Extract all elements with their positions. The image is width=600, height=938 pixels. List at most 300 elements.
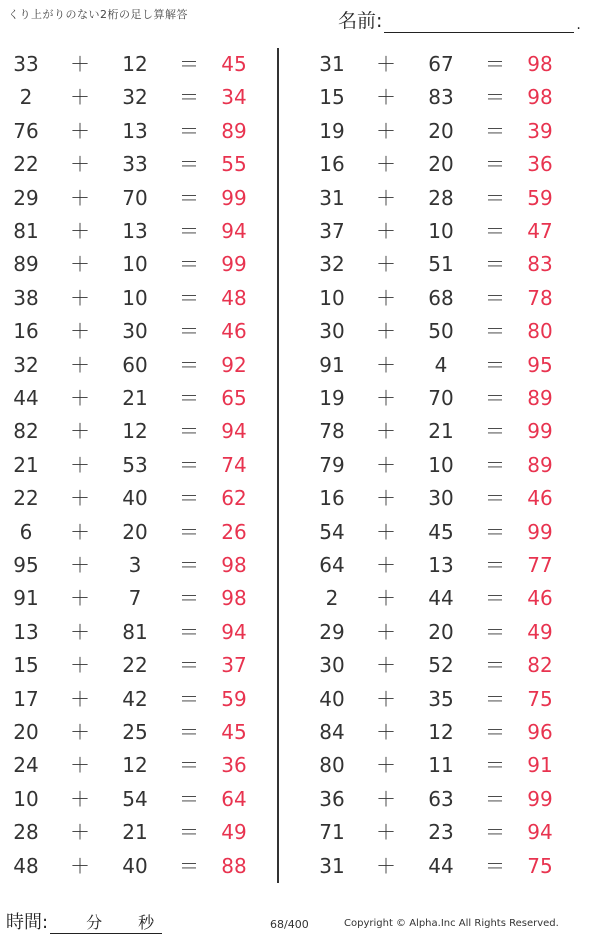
addend-second: 42 (122, 686, 148, 711)
problem-row (306, 48, 576, 81)
page-number: 68/400 (270, 918, 309, 931)
addend-first: 19 (319, 118, 345, 143)
answer: 94 (221, 619, 247, 644)
addend-second: 60 (122, 352, 148, 377)
equals-sign: ＝ (179, 252, 199, 277)
equals-sign: ＝ (485, 219, 505, 243)
addend-second: 40 (122, 486, 148, 511)
problem-row (306, 816, 576, 849)
addend-first: 31 (319, 853, 345, 878)
answer: 59 (221, 686, 247, 711)
equals-sign: ＝ (485, 118, 505, 143)
addend-second: 32 (122, 85, 148, 110)
problem-row (306, 749, 576, 782)
addend-second: 53 (122, 452, 148, 477)
answer: 98 (527, 52, 553, 76)
answer: 98 (221, 553, 247, 577)
addend-second: 63 (428, 786, 454, 811)
addend-first: 28 (13, 820, 39, 845)
addend-first: 15 (13, 653, 39, 678)
plus-sign: ＋ (376, 419, 396, 444)
problem-row (0, 315, 270, 348)
problem-row (0, 716, 270, 749)
addend-first: 15 (319, 85, 345, 110)
name-field (338, 6, 581, 33)
answer: 99 (221, 252, 247, 277)
addend-second: 10 (428, 219, 454, 243)
plus-sign: ＋ (70, 352, 90, 377)
problem-row (306, 549, 576, 582)
equals-sign: ＝ (179, 319, 199, 344)
addend-first: 38 (13, 285, 39, 310)
addend-first: 82 (13, 419, 39, 444)
plus-sign: ＋ (376, 52, 396, 76)
equals-sign: ＝ (485, 319, 505, 344)
answer: 39 (527, 118, 553, 143)
equals-sign: ＝ (179, 486, 199, 511)
addend-second: 70 (428, 386, 454, 410)
problem-row (306, 516, 576, 549)
plus-sign: ＋ (70, 386, 90, 410)
plus-sign: ＋ (376, 152, 396, 177)
equals-sign: ＝ (485, 686, 505, 711)
problem-row (306, 850, 576, 883)
plus-sign: ＋ (376, 686, 396, 711)
equals-sign: ＝ (485, 285, 505, 310)
addend-first: 2 (325, 586, 339, 611)
answer: 99 (527, 419, 553, 444)
addend-second: 54 (122, 786, 148, 811)
time-blank-line (50, 911, 162, 934)
addend-second: 70 (122, 185, 148, 210)
time-label: 時間: (6, 912, 49, 933)
problem-row (0, 850, 270, 883)
problem-row (306, 415, 576, 448)
answer: 89 (221, 118, 247, 143)
plus-sign: ＋ (70, 419, 90, 444)
plus-sign: ＋ (376, 853, 396, 878)
answer: 99 (527, 786, 553, 811)
answer: 77 (527, 553, 553, 577)
equals-sign: ＝ (179, 419, 199, 444)
plus-sign: ＋ (376, 720, 396, 744)
problem-row (0, 115, 270, 148)
equals-sign: ＝ (179, 152, 199, 177)
addend-second: 68 (428, 285, 454, 310)
addend-first: 10 (319, 285, 345, 310)
answer: 91 (527, 753, 553, 778)
column-divider (277, 48, 279, 883)
problem-row (306, 349, 576, 382)
answer: 49 (221, 820, 247, 845)
addend-first: 91 (319, 352, 345, 377)
addend-first: 80 (319, 753, 345, 778)
problem-row (306, 783, 576, 816)
addend-first: 78 (319, 419, 345, 444)
addend-first: 24 (13, 753, 39, 778)
addend-second: 44 (428, 853, 454, 878)
addend-second: 40 (122, 853, 148, 878)
answer: 75 (527, 853, 553, 878)
plus-sign: ＋ (70, 85, 90, 110)
plus-sign: ＋ (376, 653, 396, 678)
plus-sign: ＋ (70, 519, 90, 544)
plus-sign: ＋ (70, 452, 90, 477)
problem-row (306, 616, 576, 649)
problem-row (306, 315, 576, 348)
problem-row (0, 516, 270, 549)
addend-second: 12 (122, 52, 148, 76)
plus-sign: ＋ (70, 185, 90, 210)
problem-row (306, 182, 576, 215)
addend-second: 13 (122, 118, 148, 143)
addend-second: 12 (122, 753, 148, 778)
addend-second: 22 (122, 653, 148, 678)
problem-row (0, 816, 270, 849)
answer: 98 (221, 586, 247, 611)
equals-sign: ＝ (179, 653, 199, 678)
addend-first: 71 (319, 820, 345, 845)
problem-row (306, 582, 576, 615)
addend-first: 2 (19, 85, 33, 110)
plus-sign: ＋ (70, 52, 90, 76)
plus-sign: ＋ (376, 786, 396, 811)
addend-second: 20 (428, 152, 454, 177)
answer: 46 (221, 319, 247, 344)
addend-first: 89 (13, 252, 39, 277)
addend-second: 20 (122, 519, 148, 544)
minutes-label: 分 (86, 913, 103, 932)
addend-first: 17 (13, 686, 39, 711)
equals-sign: ＝ (485, 486, 505, 511)
answer: 74 (221, 452, 247, 477)
addend-second: 67 (428, 52, 454, 76)
addend-second: 12 (122, 419, 148, 444)
answer: 47 (527, 219, 553, 243)
plus-sign: ＋ (376, 486, 396, 511)
problem-row (306, 482, 576, 515)
equals-sign: ＝ (179, 85, 199, 110)
addend-second: 51 (428, 252, 454, 277)
addend-second: 3 (128, 553, 142, 577)
problem-row (0, 783, 270, 816)
addend-second: 81 (122, 619, 148, 644)
addend-second: 10 (122, 285, 148, 310)
equals-sign: ＝ (485, 52, 505, 76)
answer: 99 (221, 185, 247, 210)
addend-first: 36 (319, 786, 345, 811)
problem-row (306, 683, 576, 716)
plus-sign: ＋ (376, 619, 396, 644)
problem-row (306, 215, 576, 248)
addend-first: 31 (319, 52, 345, 76)
addend-second: 23 (428, 820, 454, 845)
plus-sign: ＋ (376, 219, 396, 243)
addend-first: 30 (319, 653, 345, 678)
problem-row (0, 382, 270, 415)
equals-sign: ＝ (179, 753, 199, 778)
equals-sign: ＝ (179, 52, 199, 76)
answer: 59 (527, 185, 553, 210)
addend-second: 50 (428, 319, 454, 344)
problem-row (306, 449, 576, 482)
plus-sign: ＋ (376, 452, 396, 477)
addend-first: 29 (13, 185, 39, 210)
equals-sign: ＝ (179, 820, 199, 845)
problem-row (0, 549, 270, 582)
addend-first: 44 (13, 386, 39, 410)
answer: 49 (527, 619, 553, 644)
plus-sign: ＋ (376, 185, 396, 210)
problem-row (0, 749, 270, 782)
equals-sign: ＝ (485, 185, 505, 210)
equals-sign: ＝ (485, 352, 505, 377)
problem-row (0, 182, 270, 215)
addend-first: 33 (13, 52, 39, 76)
name-dot: . (576, 17, 581, 33)
plus-sign: ＋ (70, 486, 90, 511)
addend-first: 22 (13, 486, 39, 511)
addend-second: 52 (428, 653, 454, 678)
plus-sign: ＋ (70, 252, 90, 277)
answer: 62 (221, 486, 247, 511)
addend-second: 33 (122, 152, 148, 177)
equals-sign: ＝ (485, 252, 505, 277)
addend-first: 48 (13, 853, 39, 878)
addend-first: 64 (319, 553, 345, 577)
addend-first: 20 (13, 720, 39, 744)
plus-sign: ＋ (376, 553, 396, 577)
problem-row (306, 81, 576, 114)
answer: 92 (221, 352, 247, 377)
answer: 75 (527, 686, 553, 711)
problem-row (0, 215, 270, 248)
addend-first: 16 (319, 486, 345, 511)
answer: 48 (221, 285, 247, 310)
answer: 94 (527, 820, 553, 845)
answer: 80 (527, 319, 553, 344)
plus-sign: ＋ (70, 720, 90, 744)
addend-second: 20 (428, 118, 454, 143)
problem-row (0, 48, 270, 81)
addend-first: 91 (13, 586, 39, 611)
answer: 45 (221, 52, 247, 76)
equals-sign: ＝ (485, 853, 505, 878)
addend-first: 31 (319, 185, 345, 210)
equals-sign: ＝ (179, 352, 199, 377)
addend-first: 40 (319, 686, 345, 711)
plus-sign: ＋ (376, 252, 396, 277)
answer: 36 (527, 152, 553, 177)
plus-sign: ＋ (70, 118, 90, 143)
plus-sign: ＋ (70, 219, 90, 243)
plus-sign: ＋ (70, 853, 90, 878)
answer: 94 (221, 219, 247, 243)
addend-second: 7 (128, 586, 142, 611)
answer: 94 (221, 419, 247, 444)
answer: 99 (527, 519, 553, 544)
addend-second: 10 (122, 252, 148, 277)
equals-sign: ＝ (485, 720, 505, 744)
problem-row (0, 582, 270, 615)
plus-sign: ＋ (376, 319, 396, 344)
addend-second: 21 (122, 820, 148, 845)
plus-sign: ＋ (70, 553, 90, 577)
equals-sign: ＝ (179, 219, 199, 243)
name-blank-line (384, 12, 574, 33)
answer: 55 (221, 152, 247, 177)
problem-row (0, 415, 270, 448)
answer: 83 (527, 252, 553, 277)
addend-first: 16 (13, 319, 39, 344)
addend-second: 25 (122, 720, 148, 744)
plus-sign: ＋ (376, 386, 396, 410)
equals-sign: ＝ (485, 619, 505, 644)
addend-second: 13 (428, 553, 454, 577)
equals-sign: ＝ (485, 586, 505, 611)
equals-sign: ＝ (179, 285, 199, 310)
answer: 82 (527, 653, 553, 678)
addend-second: 11 (428, 753, 454, 778)
answer: 36 (221, 753, 247, 778)
plus-sign: ＋ (376, 85, 396, 110)
worksheet-title: くり上がりのない2桁の足し算解答 (8, 8, 188, 21)
plus-sign: ＋ (70, 319, 90, 344)
problem-row (306, 282, 576, 315)
equals-sign: ＝ (485, 653, 505, 678)
addend-second: 83 (428, 85, 454, 110)
plus-sign: ＋ (376, 753, 396, 778)
problem-row (0, 81, 270, 114)
addend-first: 13 (13, 619, 39, 644)
equals-sign: ＝ (485, 152, 505, 177)
equals-sign: ＝ (485, 85, 505, 110)
addend-first: 79 (319, 452, 345, 477)
addend-second: 44 (428, 586, 454, 611)
name-label: 名前: (338, 10, 383, 32)
addend-first: 30 (319, 319, 345, 344)
addend-second: 21 (428, 419, 454, 444)
answer: 65 (221, 386, 247, 410)
plus-sign: ＋ (376, 285, 396, 310)
equals-sign: ＝ (485, 386, 505, 410)
addend-first: 81 (13, 219, 39, 243)
time-field (6, 908, 162, 934)
answer: 34 (221, 85, 247, 110)
plus-sign: ＋ (70, 586, 90, 611)
problem-row (306, 649, 576, 682)
plus-sign: ＋ (70, 619, 90, 644)
plus-sign: ＋ (376, 820, 396, 845)
equals-sign: ＝ (179, 185, 199, 210)
problem-row (306, 148, 576, 181)
problem-row (0, 282, 270, 315)
equals-sign: ＝ (485, 419, 505, 444)
addend-first: 32 (13, 352, 39, 377)
equals-sign: ＝ (179, 786, 199, 811)
addend-first: 6 (19, 519, 33, 544)
plus-sign: ＋ (70, 753, 90, 778)
addend-first: 19 (319, 386, 345, 410)
addend-first: 84 (319, 720, 345, 744)
problem-row (306, 115, 576, 148)
addend-second: 13 (122, 219, 148, 243)
addend-first: 22 (13, 152, 39, 177)
addend-first: 29 (319, 619, 345, 644)
answer: 46 (527, 486, 553, 511)
equals-sign: ＝ (179, 853, 199, 878)
answer: 95 (527, 352, 553, 377)
problem-row (306, 716, 576, 749)
copyright-notice: Copyright © Alpha.Inc All Rights Reserved. (344, 918, 559, 929)
plus-sign: ＋ (70, 786, 90, 811)
equals-sign: ＝ (485, 753, 505, 778)
problem-row (0, 349, 270, 382)
problem-row (0, 248, 270, 281)
addend-second: 30 (122, 319, 148, 344)
answer: 89 (527, 386, 553, 410)
addend-first: 32 (319, 252, 345, 277)
addend-first: 21 (13, 452, 39, 477)
addend-second: 12 (428, 720, 454, 744)
addend-first: 54 (319, 519, 345, 544)
addend-second: 21 (122, 386, 148, 410)
equals-sign: ＝ (485, 820, 505, 845)
equals-sign: ＝ (179, 519, 199, 544)
equals-sign: ＝ (485, 553, 505, 577)
problem-row (306, 248, 576, 281)
equals-sign: ＝ (179, 619, 199, 644)
equals-sign: ＝ (179, 452, 199, 477)
answer: 89 (527, 452, 553, 477)
problem-row (0, 148, 270, 181)
seconds-label: 秒 (138, 913, 155, 932)
answer: 45 (221, 720, 247, 744)
problem-row (306, 382, 576, 415)
plus-sign: ＋ (376, 352, 396, 377)
problem-row (0, 649, 270, 682)
addend-first: 95 (13, 553, 39, 577)
answer: 98 (527, 85, 553, 110)
equals-sign: ＝ (485, 452, 505, 477)
answer: 78 (527, 285, 553, 310)
addend-second: 35 (428, 686, 454, 711)
equals-sign: ＝ (179, 586, 199, 611)
plus-sign: ＋ (70, 653, 90, 678)
equals-sign: ＝ (179, 386, 199, 410)
equals-sign: ＝ (179, 553, 199, 577)
answer: 37 (221, 653, 247, 678)
equals-sign: ＝ (179, 118, 199, 143)
problem-row (0, 616, 270, 649)
plus-sign: ＋ (376, 118, 396, 143)
addend-second: 45 (428, 519, 454, 544)
plus-sign: ＋ (70, 152, 90, 177)
addend-second: 20 (428, 619, 454, 644)
plus-sign: ＋ (70, 686, 90, 711)
addend-first: 37 (319, 219, 345, 243)
answer: 64 (221, 786, 247, 811)
addend-second: 4 (434, 352, 448, 377)
problem-row (0, 449, 270, 482)
plus-sign: ＋ (376, 586, 396, 611)
plus-sign: ＋ (376, 519, 396, 544)
plus-sign: ＋ (70, 820, 90, 845)
addend-first: 76 (13, 118, 39, 143)
answer: 88 (221, 853, 247, 878)
addend-first: 10 (13, 786, 39, 811)
answer: 96 (527, 720, 553, 744)
